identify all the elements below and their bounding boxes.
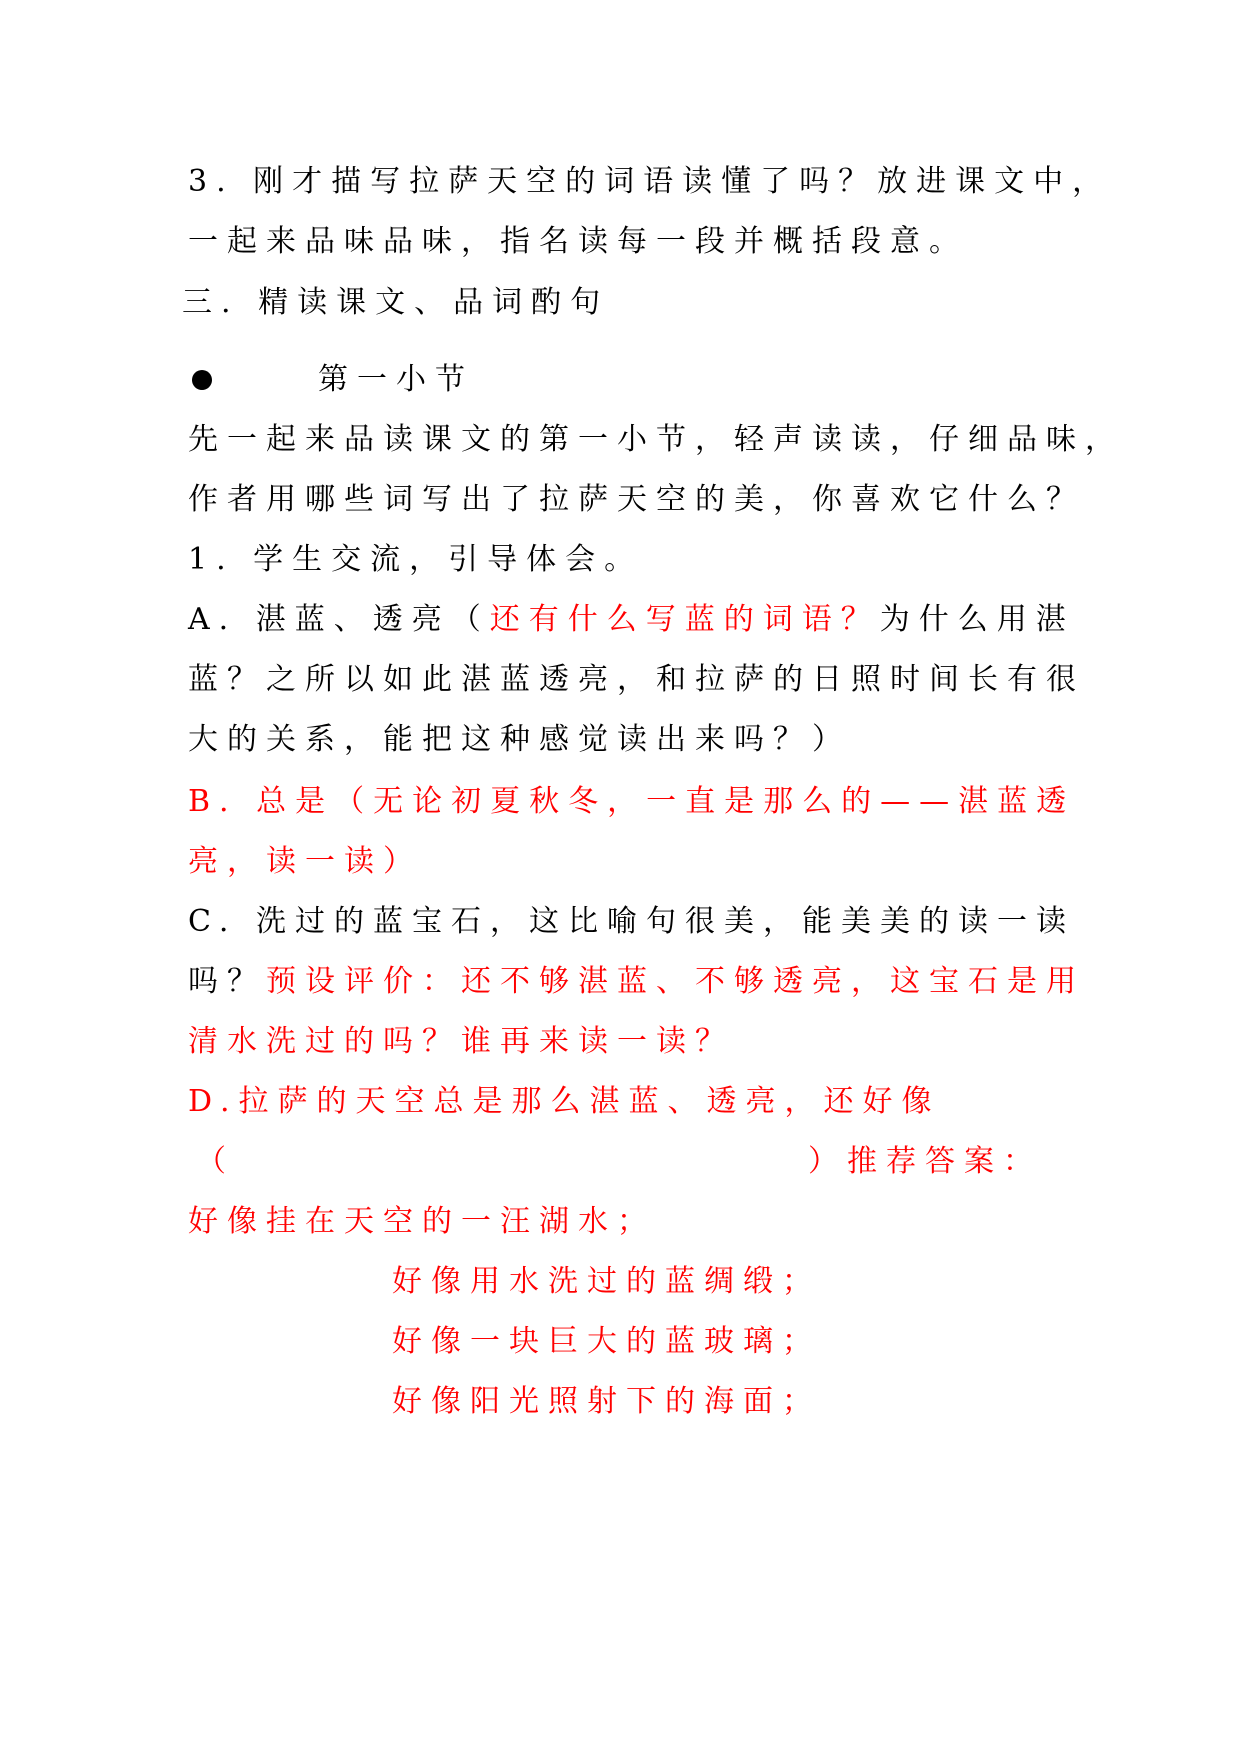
item-b-continued: 亮，读一读） xyxy=(188,844,422,879)
answer-3: 好像一块巨大的蓝玻璃； xyxy=(392,1324,821,1359)
item-c-evaluation: 预设评价：还不够湛蓝、不够透亮，这宝石是用 xyxy=(266,964,1085,999)
subsection-heading: 第一小节 xyxy=(318,362,474,397)
bullet-dot-icon xyxy=(192,370,212,390)
recommended-answer-label: ）推荐答案： xyxy=(808,1144,1042,1179)
item-b-line: B. 总是（无论初夏秋冬，一直是那么的——湛蓝透 xyxy=(188,784,1076,819)
item-d-line: D.拉萨的天空总是那么湛蓝、透亮，还好像 xyxy=(188,1084,941,1119)
answer-1: 好像挂在天空的一汪湖水； xyxy=(188,1204,656,1239)
blank-open-paren: （ xyxy=(196,1144,235,1179)
item-c-question-mark: 吗？ xyxy=(188,964,266,999)
item-c-continued xyxy=(188,962,1085,1002)
answer-2: 好像用水洗过的蓝绸缎； xyxy=(392,1264,821,1299)
item-a-question: 还有什么写蓝的词语？ xyxy=(489,602,880,637)
section-3-heading: 三. 精读课文、品词酌句 xyxy=(182,285,610,320)
item-a-line xyxy=(188,600,1075,640)
answer-4: 好像阳光照射下的海面； xyxy=(392,1384,821,1419)
item-c-end: 清水洗过的吗？谁再来读一读？ xyxy=(188,1024,734,1059)
paragraph-intro-continued: 作者用哪些词写出了拉萨天空的美，你喜欢它什么？ xyxy=(188,482,1085,517)
step-3-text-continued: 一起来品味品味，指名读每一段并概括段意。 xyxy=(188,224,968,259)
item-a-continued: 蓝？之所以如此湛蓝透亮，和拉萨的日照时间长有很 xyxy=(188,662,1085,697)
item-a-text: 为什么用湛 xyxy=(879,602,1075,637)
item-a-end: 大的关系，能把这种感觉读出来吗？） xyxy=(188,722,851,757)
step-3-text: 3. 刚才描写拉萨天空的词语读懂了吗？放进课文中， xyxy=(188,164,1112,199)
paragraph-intro: 先一起来品读课文的第一小节，轻声读读，仔细品味， xyxy=(188,422,1124,457)
step-1-text: 1. 学生交流，引导体会。 xyxy=(188,542,644,577)
item-a-label: A. 湛蓝、透亮（ xyxy=(188,602,490,637)
item-c-line: C. 洗过的蓝宝石，这比喻句很美，能美美的读一读 xyxy=(188,904,1075,939)
